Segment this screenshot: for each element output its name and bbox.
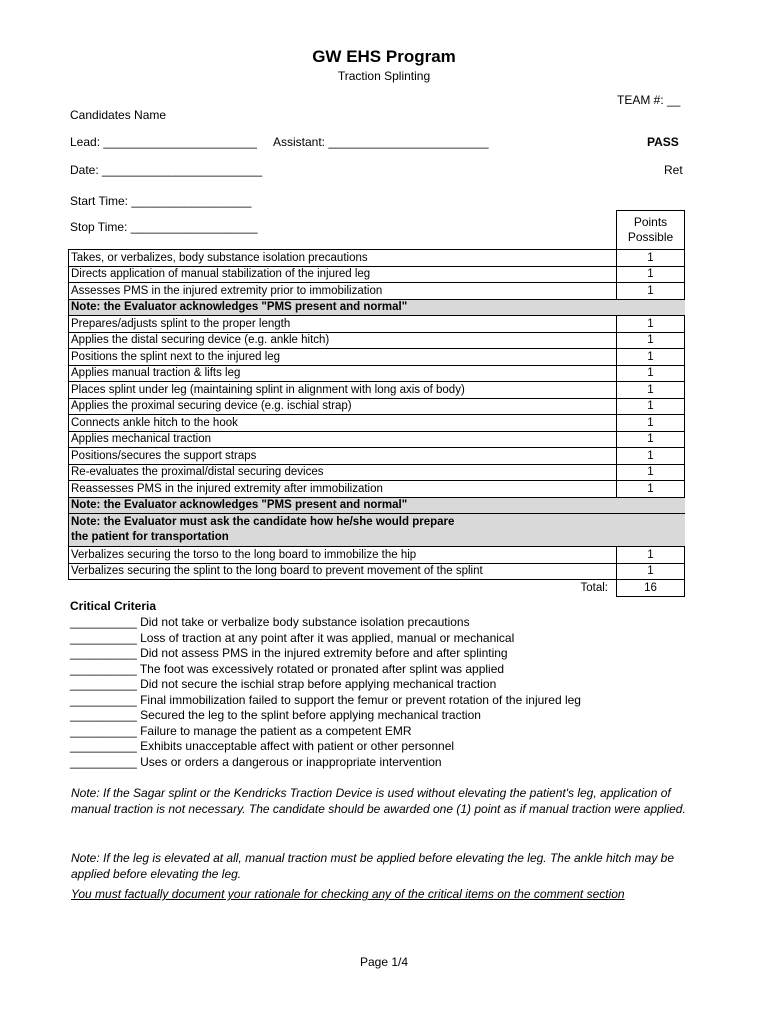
- note-sagar-splint: Note: If the Sagar splint or the Kendricks Traction Device is used without elevating the patient's leg, application of manual traction is not necessary. The candidate should be awarded one (1) point as if manual traction were applied.: [71, 786, 686, 816]
- candidates-name-label: Candidates Name: [70, 108, 167, 122]
- table-row: Connects ankle hitch to the hook 1: [69, 415, 685, 432]
- table-row: Positions the splint next to the injured leg 1: [69, 349, 685, 366]
- critical-item[interactable]: __________ Secured the leg to the splint before applying mechanical traction: [70, 708, 481, 722]
- critical-criteria-title: Critical Criteria: [70, 599, 157, 613]
- table-row: Prepares/adjusts splint to the proper length 1: [69, 316, 685, 333]
- critical-item[interactable]: __________ Final immobilization failed to support the femur or prevent rotation of the injured leg: [70, 693, 581, 707]
- table-row: Positions/secures the support straps 1: [69, 448, 685, 465]
- pass-label: PASS: [647, 135, 679, 149]
- date-field[interactable]: Date: ________________________: [70, 163, 263, 177]
- table-row: Re-evaluates the proximal/distal securing devices 1: [69, 464, 685, 481]
- evaluator-note-row: Note: the Evaluator must ask the candidate how he/she would prepare the patient for transportation: [69, 514, 685, 547]
- page-number: Page 1/4: [359, 955, 409, 969]
- note-documentation: You must factually document your rationale for checking any of the critical items on the comment section: [71, 887, 625, 901]
- table-row: Applies mechanical traction 1: [69, 431, 685, 448]
- total-value: 16: [617, 580, 685, 597]
- table-row: Verbalizes securing the torso to the long board to immobilize the hip 1: [69, 547, 685, 564]
- critical-item[interactable]: __________ Loss of traction at any point after it was applied, manual or mechanical: [70, 631, 515, 645]
- team-number-field[interactable]: TEAM #: __: [617, 93, 681, 107]
- critical-item[interactable]: __________ Exhibits unacceptable affect with patient or other personnel: [70, 739, 455, 753]
- critical-item[interactable]: __________ Failure to manage the patient as a competent EMR: [70, 724, 412, 738]
- critical-item[interactable]: __________ The foot was excessively rotated or pronated after splint was applied: [70, 662, 505, 676]
- table-row: Takes, or verbalizes, body substance isolation precautions 1: [69, 250, 685, 267]
- ret-label: Ret: [664, 163, 683, 177]
- total-label: Total:: [580, 582, 608, 594]
- table-row: Applies manual traction & lifts leg 1: [69, 365, 685, 382]
- table-row: Places splint under leg (maintaining splint in alignment with long axis of body) 1: [69, 382, 685, 399]
- table-row: Applies the distal securing device (e.g. ankle hitch) 1: [69, 332, 685, 349]
- start-time-field[interactable]: Start Time: __________________: [70, 194, 252, 208]
- table-row: Assesses PMS in the injured extremity prior to immobilization 1: [69, 283, 685, 300]
- note-leg-elevated: Note: If the leg is elevated at all, manual traction must be applied before elevating the leg. The ankle hitch may be applied before elevating the leg.: [71, 851, 675, 881]
- evaluator-note-row: Note: the Evaluator acknowledges "PMS present and normal": [69, 497, 685, 514]
- points-possible-header: Points Possible: [617, 211, 685, 250]
- total-row: [69, 580, 685, 597]
- table-row: Verbalizes securing the splint to the long board to prevent movement of the splint 1: [69, 563, 685, 580]
- scoring-table: [68, 210, 685, 597]
- page-title: GW EHS Program: [312, 47, 456, 66]
- table-header-row: [69, 211, 685, 250]
- table-row: Reassesses PMS in the injured extremity after immobilization 1: [69, 481, 685, 498]
- critical-item[interactable]: __________ Did not assess PMS in the injured extremity before and after splinting: [70, 646, 508, 660]
- table-row: Applies the proximal securing device (e.g. ischial strap) 1: [69, 398, 685, 415]
- assistant-field[interactable]: Assistant: ________________________: [273, 135, 489, 149]
- page-subtitle: Traction Splinting: [337, 69, 431, 83]
- stop-time-field[interactable]: Stop Time: ___________________: [70, 220, 258, 234]
- critical-item[interactable]: __________ Did not secure the ischial strap before applying mechanical traction: [70, 677, 497, 691]
- critical-item[interactable]: __________ Did not take or verbalize body substance isolation precautions: [70, 615, 470, 629]
- evaluator-note-row: Note: the Evaluator acknowledges "PMS present and normal": [69, 299, 685, 316]
- lead-field[interactable]: Lead: _______________________: [70, 135, 257, 149]
- table-row: Directs application of manual stabilization of the injured leg 1: [69, 266, 685, 283]
- critical-item[interactable]: __________ Uses or orders a dangerous or inappropriate intervention: [70, 755, 442, 769]
